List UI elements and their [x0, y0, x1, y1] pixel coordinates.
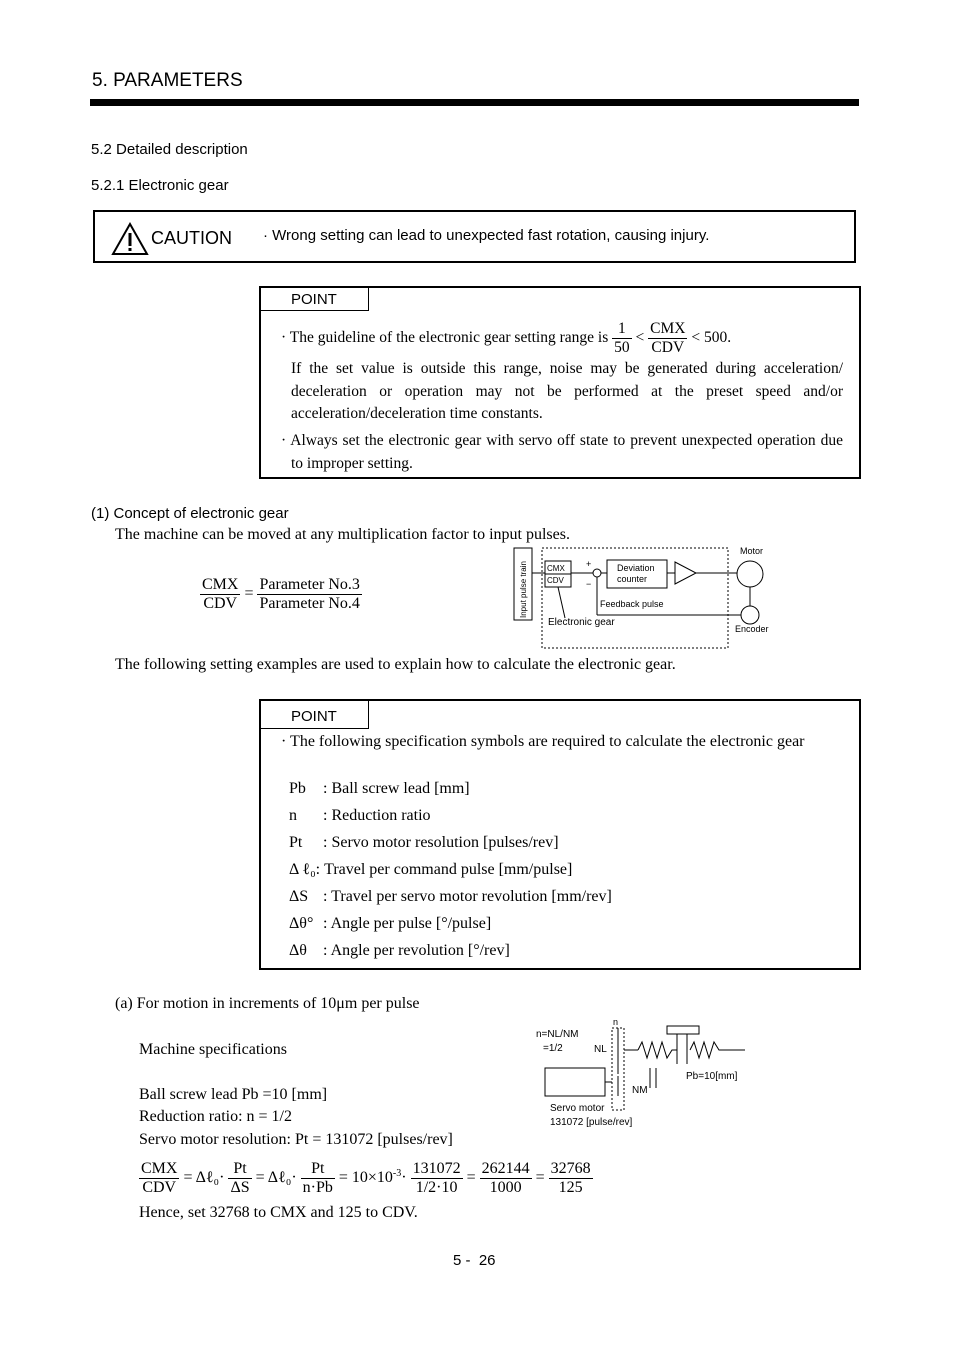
encoder-label: Encoder	[735, 624, 769, 634]
counter-label: counter	[617, 574, 648, 584]
gear-label: Electronic gear	[548, 617, 615, 628]
page-header-title: 5. PARAMETERS	[92, 70, 243, 91]
motor-circle	[737, 561, 763, 587]
fraction-1-50: $\frac{1}{50}$	[614, 320, 630, 356]
servo-motor-box	[545, 1068, 605, 1096]
concept-intro: The machine can be moved at any multiplication factor to input pulses.	[115, 526, 570, 543]
n-label: n	[613, 1017, 619, 1027]
caution-label: CAUTION	[151, 228, 232, 248]
spec-ball-screw: Ball screw lead Pb =10 [mm]	[139, 1086, 328, 1103]
point1-bullet2: · Always set the electronic gear with servo off state to prevent unexpected operation due to improper setting.	[281, 432, 843, 472]
header-rule	[90, 99, 859, 106]
point-box-1	[259, 286, 861, 479]
symbol-row: Pb : Ball screw lead [mm]	[289, 780, 470, 797]
example-a-heading: (a) For motion in increments of 10μm per pulse	[115, 995, 420, 1012]
spec-resolution: Servo motor resolution: Pt = 131072 [pulses/rev]	[139, 1131, 453, 1148]
symbol-row: ΔS : Travel per servo motor revolution [mm/rev]	[289, 888, 612, 905]
deviation-label: Deviation	[617, 563, 655, 573]
symbol-row: Δ ℓ₀: Travel per command pulse [mm/pulse]	[289, 861, 573, 878]
point1-paragraph: If the set value is outside this range, noise may be generated during acceleration/ deceleration or operation may not be performed at the preset speed and/or acceleration/deceleration time constants.	[291, 360, 843, 422]
caution-message: Wrong setting can lead to unexpected fast rotation, causing injury.	[272, 227, 710, 244]
page-number: 5 - 26	[453, 1252, 496, 1269]
nm-label: NM	[632, 1085, 648, 1096]
servo-resolution-label: 131072 [pulse/rev]	[550, 1117, 633, 1128]
machine-diagram	[530, 1014, 760, 1134]
motor-label: Motor	[740, 546, 764, 556]
point-box-2	[259, 699, 861, 970]
feedback-label: Feedback pulse	[600, 599, 664, 609]
plus-sign: +	[586, 559, 592, 569]
gear-calculation: $\frac{\text{CMX}}{\text{CDV}}$ = Δℓ₀· $\frac{Pt}{\Delta S}$ = Δℓ₀· $\frac{Pt}{n\cdot Pb}$ = $10\times 10^{-3}\cdot$ $\frac{131072}{1/2\cdot 10}$ = $\frac{262144}{1000}$ = $\frac{32768}{125}$	[141, 1160, 591, 1196]
minus-sign: −	[586, 579, 592, 589]
point2-intro: · The following specification symbols are required to calculate the electronic gear	[281, 733, 805, 750]
ratio-label-2: =1/2	[543, 1043, 563, 1054]
concept-heading: (1) Concept of electronic gear	[91, 505, 289, 522]
point-label: POINT	[261, 701, 369, 729]
electronic-gear-diagram	[510, 540, 790, 652]
point-label: POINT	[261, 288, 369, 311]
fraction-cmx-cdv: $\frac{\text{CMX}}{\text{CDV}}$	[650, 320, 686, 356]
symbol-row: n : Reduction ratio	[289, 807, 431, 824]
ratio-label-1: n=NL/NM	[536, 1029, 579, 1040]
pb-label: Pb=10[mm]	[686, 1071, 738, 1082]
servo-motor-label: Servo motor	[550, 1103, 605, 1114]
encoder-circle	[741, 606, 759, 624]
symbol-row: Pt : Servo motor resolution [pulses/rev]	[289, 834, 559, 851]
machine-spec-heading: Machine specifications	[139, 1041, 287, 1058]
concept-equation: $\frac{\text{CMX}}{\text{CDV}}$ = $\frac{\text{Parameter No.3}}{\text{Parameter No.4}}$	[202, 576, 360, 612]
symbol-row: Δθ° : Angle per pulse [°/pulse]	[289, 915, 492, 932]
concept-followup: The following setting examples are used to explain how to calculate the electronic gear.	[115, 656, 676, 673]
caution-text: · Wrong setting can lead to unexpected fast rotation, causing injury.	[263, 227, 710, 244]
point1-line1: · The guideline of the electronic gear setting range is $\frac{1}{50}$ < $\frac{\text{CMX}}{\text{CDV}}$ < 500.	[281, 320, 732, 356]
spec-reduction: Reduction ratio: n = 1/2	[139, 1108, 292, 1125]
warning-icon	[111, 222, 149, 256]
caution-box	[93, 210, 856, 263]
cdv-label: CDV	[547, 576, 564, 585]
cmx-label: CMX	[547, 564, 565, 573]
calculation-conclusion: Hence, set 32768 to CMX and 125 to CDV.	[139, 1204, 418, 1221]
section-heading: 5.2 Detailed description	[91, 141, 248, 158]
input-pulse-label: Input pulse train	[519, 561, 528, 618]
subsection-heading: 5.2.1 Electronic gear	[91, 177, 229, 194]
point1-line1-text: The guideline of the electronic gear setting range is	[289, 329, 609, 347]
symbol-row: Δθ : Angle per revolution [°/rev]	[289, 942, 510, 959]
nl-label: NL	[594, 1044, 607, 1055]
